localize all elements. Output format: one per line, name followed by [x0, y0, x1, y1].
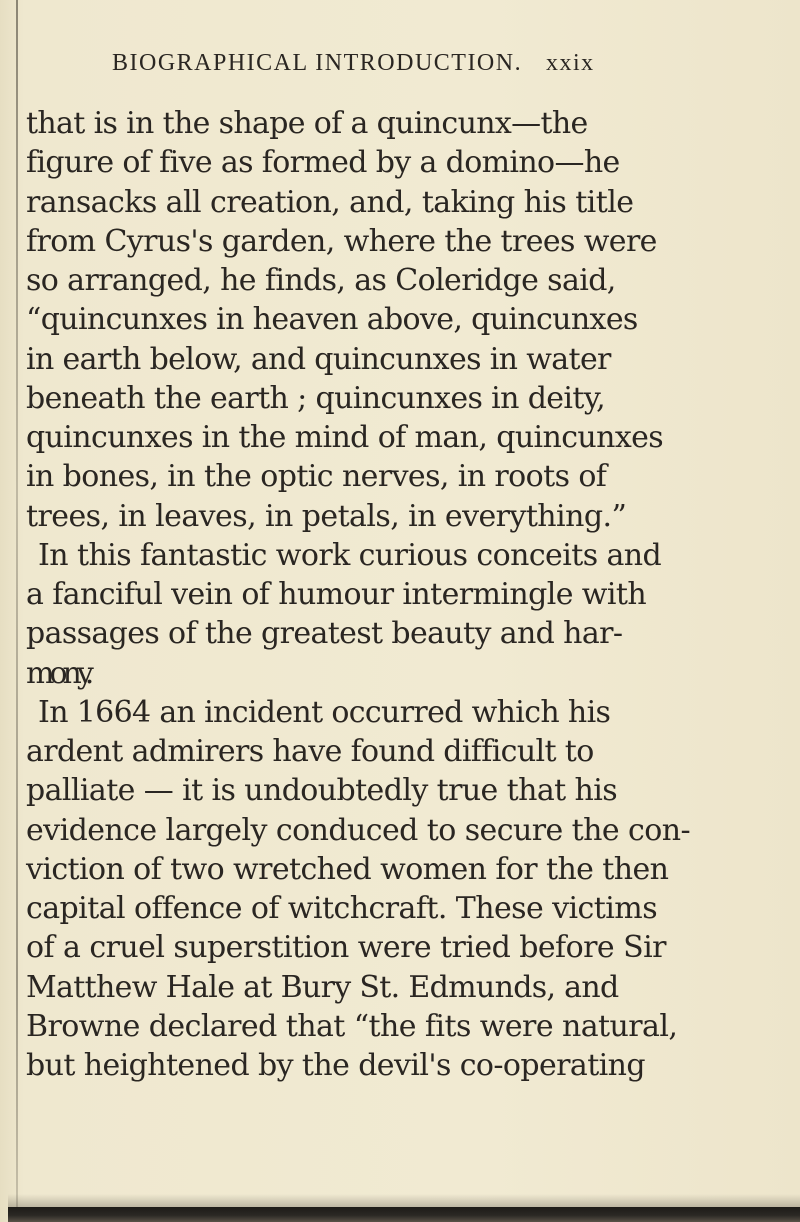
running-header [112, 50, 632, 84]
text-line: palliate — it is undoubtedly true that his [26, 773, 618, 809]
page-number: xxix [546, 50, 595, 76]
scan-bottom-edge [8, 1207, 800, 1222]
text-line: that is in the shape of a quincunx—the [26, 106, 588, 141]
text-line: mony. [26, 655, 90, 691]
text-line: “quincunxes in heaven above, quincunxes [26, 302, 638, 338]
text-line: of a cruel superstition were tried before Sir [26, 930, 666, 966]
text-line: In 1664 an incident occurred which his [38, 694, 611, 730]
text-line: quincunxes in the mind of man, quincunxes [26, 420, 664, 455]
page-gutter-edge [16, 0, 18, 1222]
text-line: beneath the earth ; quincunxes in deity, [26, 380, 606, 416]
text-line: from Cyrus's garden, where the trees were [26, 223, 657, 259]
body-text [26, 104, 786, 1085]
scan-shadow [8, 1194, 800, 1207]
text-line: ransacks all creation, and, taking his title [26, 184, 634, 220]
text-line: ardent admirers have found difficult to [26, 734, 594, 769]
text-line: in earth below, and quincunxes in water [26, 341, 611, 377]
text-line: so arranged, he finds, as Coleridge said, [26, 263, 616, 298]
text-line: capital offence of witchcraft. These victims [26, 891, 658, 926]
text-line: Browne declared that “the fits were natural, [26, 1008, 678, 1044]
text-line: viction of two wretched women for the then [26, 851, 669, 887]
text-line: but heightened by the devil's co-operating [26, 1048, 645, 1083]
running-title: BIOGRAPHICAL INTRODUCTION. [112, 50, 523, 76]
text-line: figure of five as formed by a domino—he [26, 145, 620, 181]
text-line: passages of the greatest beauty and har- [26, 616, 623, 652]
text-line: Matthew Hale at Bury St. Edmunds, and [26, 969, 619, 1005]
text-line: In this fantastic work curious conceits and [38, 537, 662, 573]
text-line: evidence largely conduced to secure the con- [26, 812, 691, 848]
text-line: trees, in leaves, in petals, in everything.” [26, 498, 627, 534]
text-line: in bones, in the optic nerves, in roots of [26, 459, 607, 495]
text-line: a fanciful vein of humour intermingle with [26, 577, 647, 612]
